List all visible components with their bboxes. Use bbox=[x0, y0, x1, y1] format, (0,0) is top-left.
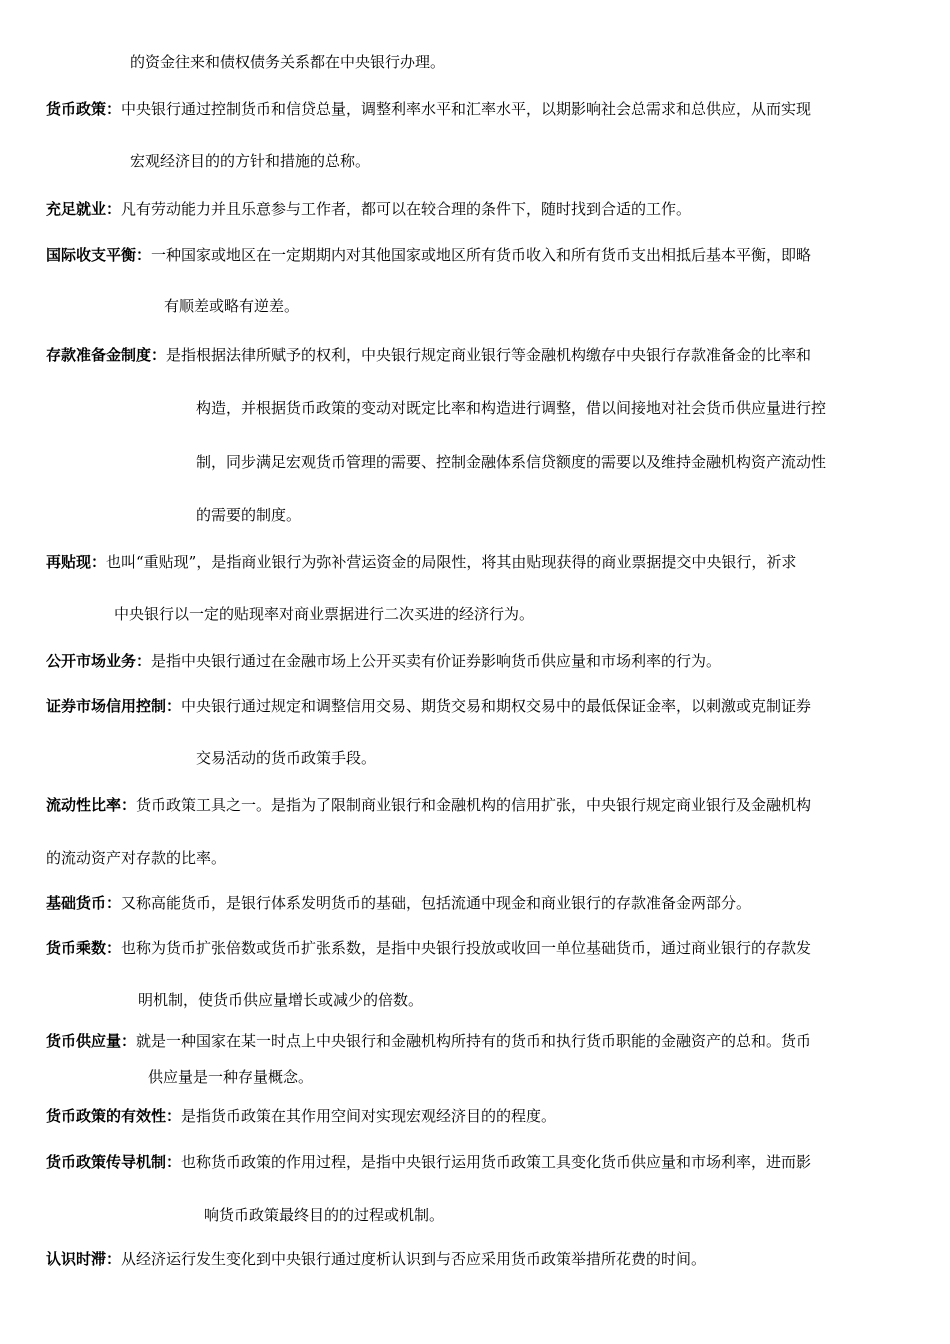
definition-text: 也称货币政策的作用过程，是指中央银行运用货币政策工具变化货币供应量和市场利率，进而影 bbox=[181, 1153, 812, 1171]
glossary-entry-liquidity-ratio bbox=[46, 795, 904, 815]
definition-continuation: 明机制，使货币供应量增长或减少的倍数。 bbox=[138, 991, 424, 1009]
definition-continuation: 响货币政策最终目的的过程或机制。 bbox=[204, 1206, 445, 1224]
glossary-entry-base-money bbox=[46, 893, 751, 913]
glossary-entry-recognition-lag bbox=[46, 1249, 706, 1269]
definition-text: 中央银行通过规定和调整信用交易、期货交易和期权交易中的最低保证金率，以刺激或克制证券 bbox=[181, 697, 812, 715]
definition-continuation: 构造，并根据货币政策的变动对既定比率和构造进行调整，借以间接地对社会货币供应量进行控 bbox=[196, 399, 827, 417]
definition-text: 一种国家或地区在一定期期内对其他国家或地区所有货币收入和所有货币支出相抵后基本平衡，即略 bbox=[151, 246, 812, 264]
definition-text: 又称高能货币，是银行体系发明货币的基础，包括流通中现金和商业银行的存款准备金两部分。 bbox=[121, 894, 752, 912]
definition-continuation: 宏观经济目的的方针和措施的总称。 bbox=[130, 152, 371, 170]
definition-continuation: 供应量是一种存量概念。 bbox=[148, 1068, 314, 1086]
glossary-entry-money-multiplier bbox=[46, 938, 904, 958]
definition-continuation: 的流动资产对存款的比率。 bbox=[46, 849, 227, 867]
term-label: 国际收支平衡： bbox=[46, 246, 152, 264]
term-label: 货币政策传导机制： bbox=[46, 1153, 182, 1171]
term-label: 证券市场信用控制： bbox=[46, 697, 182, 715]
term-label: 流动性比率： bbox=[46, 796, 137, 814]
definition-continuation: 有顺差或略有逆差。 bbox=[164, 297, 300, 315]
definition-text: 中央银行通过控制货币和信贷总量，调整利率水平和汇率水平，以期影响社会总需求和总供应，从而实现 bbox=[121, 100, 812, 118]
term-label: 货币供应量： bbox=[46, 1032, 137, 1050]
glossary-entry-reserve-requirement bbox=[46, 345, 904, 365]
definition-continuation: 的需要的制度。 bbox=[196, 506, 302, 524]
definition-text: 货币政策工具之一。是指为了限制商业银行和金融机构的信用扩张，中央银行规定商业银行及金融机构 bbox=[136, 796, 812, 814]
definition-text: 就是一种国家在某一时点上中央银行和金融机构所持有的货币和执行货币职能的金融资产的总和。货币 bbox=[136, 1032, 812, 1050]
definition-text: 也叫“重贴现”，是指商业银行为弥补营运资金的局限性，将其由贴现获得的商业票据提交中央银行，祈求 bbox=[106, 553, 797, 571]
term-label: 存款准备金制度： bbox=[46, 346, 167, 364]
glossary-entry-balance-of-payments bbox=[46, 245, 904, 265]
glossary-entry-monetary-policy bbox=[46, 99, 904, 119]
definition-text: 的资金往来和债权债务关系都在中央银行办理。 bbox=[130, 53, 446, 71]
term-label: 充足就业： bbox=[46, 200, 122, 218]
glossary-entry-full-employment bbox=[46, 199, 691, 219]
definition-continuation: 中央银行以一定的贴现率对商业票据进行二次买进的经济行为。 bbox=[114, 605, 535, 623]
term-label: 货币政策的有效性： bbox=[46, 1107, 182, 1125]
definition-text: 凡有劳动能力并且乐意参与工作者，都可以在较合理的条件下，随时找到合适的工作。 bbox=[121, 200, 692, 218]
definition-text: 是指货币政策在其作用空间对实现宏观经济目的的程度。 bbox=[181, 1107, 557, 1125]
definition-text: 是指根据法律所赋予的权利，中央银行规定商业银行等金融机构缴存中央银行存款准备金的比率和 bbox=[166, 346, 812, 364]
term-label: 再贴现： bbox=[46, 553, 107, 571]
continuation-line bbox=[130, 52, 445, 72]
glossary-entry-policy-effectiveness bbox=[46, 1106, 556, 1126]
definition-text: 从经济运行发生变化到中央银行通过度析认识到与否应采用货币政策举措所花费的时间。 bbox=[121, 1250, 707, 1268]
term-label: 货币乘数： bbox=[46, 939, 122, 957]
glossary-entry-money-supply bbox=[46, 1031, 904, 1051]
term-label: 基础货币： bbox=[46, 894, 122, 912]
term-label: 认识时滞： bbox=[46, 1250, 122, 1268]
glossary-entry-open-market-operations bbox=[46, 651, 721, 671]
glossary-entry-transmission-mechanism bbox=[46, 1152, 904, 1172]
definition-text: 也称为货币扩张倍数或货币扩张系数，是指中央银行投放或收回一单位基础货币，通过商业银行的存款发 bbox=[121, 939, 812, 957]
definition-continuation: 交易活动的货币政策手段。 bbox=[196, 749, 377, 767]
definition-text: 是指中央银行通过在金融市场上公开买卖有价证券影响货币供应量和市场利率的行为。 bbox=[151, 652, 722, 670]
definition-continuation: 制，同步满足宏观货币管理的需要、控制金融体系信贷额度的需要以及维持金融机构资产流动性 bbox=[196, 453, 827, 471]
glossary-entry-rediscount bbox=[46, 552, 904, 572]
glossary-entry-securities-credit-control bbox=[46, 696, 904, 716]
term-label: 货币政策： bbox=[46, 100, 122, 118]
term-label: 公开市场业务： bbox=[46, 652, 152, 670]
